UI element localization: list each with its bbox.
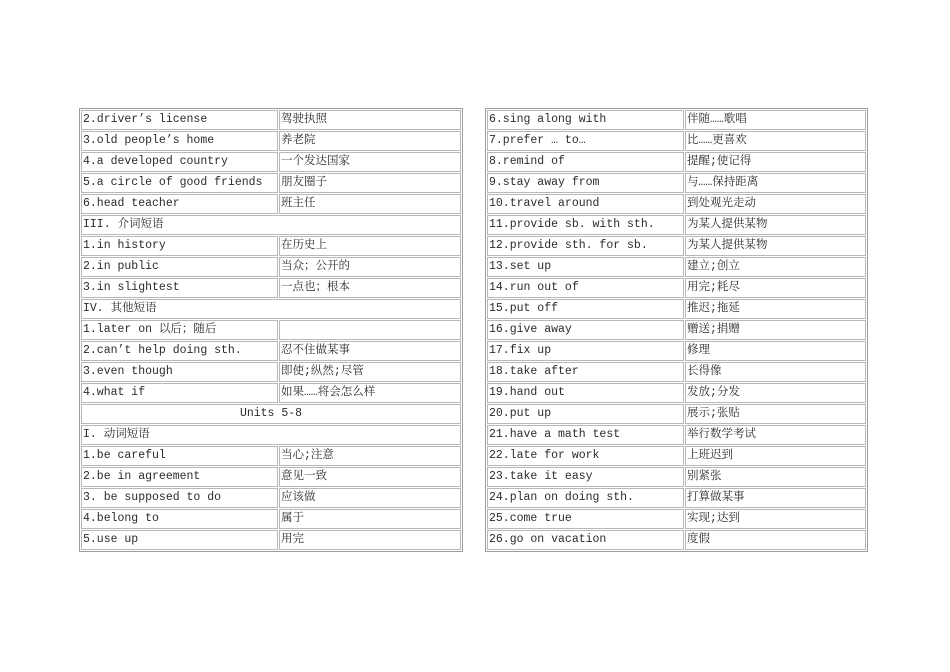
phrase-en-cell: 9.stay away from: [487, 173, 684, 193]
phrase-en-cell: 3.in slightest: [81, 278, 278, 298]
table-row: [487, 194, 866, 214]
table-row: [487, 467, 866, 487]
phrase-en-cell: 15.put off: [487, 299, 684, 319]
phrase-zh-cell: 朋友圈子: [279, 173, 461, 193]
phrase-en-cell: 11.provide sb. with sth.: [487, 215, 684, 235]
table-row: [81, 215, 461, 235]
table-row: [487, 320, 866, 340]
phrase-table-left-body: [81, 110, 461, 550]
phrase-zh-cell: 忍不住做某事: [279, 341, 461, 361]
table-row: [81, 530, 461, 550]
phrase-zh-cell: 到处观光走动: [685, 194, 866, 214]
phrase-en-cell: 10.travel around: [487, 194, 684, 214]
phrase-zh-cell: 为某人提供某物: [685, 215, 866, 235]
phrase-zh-cell: 建立;创立: [685, 257, 866, 277]
phrase-table-right: [485, 108, 868, 552]
phrase-en-cell: 5.a circle of good friends: [81, 173, 278, 193]
phrase-en-cell: 17.fix up: [487, 341, 684, 361]
table-row: [81, 257, 461, 277]
table-row: [487, 446, 866, 466]
phrase-en-cell: 4.what if: [81, 383, 278, 403]
phrase-en-cell: 4.belong to: [81, 509, 278, 529]
phrase-en-cell: 16.give away: [487, 320, 684, 340]
phrase-zh-cell: 别紧张: [685, 467, 866, 487]
phrase-zh-cell: 长得像: [685, 362, 866, 382]
table-row: [487, 236, 866, 256]
phrase-zh-cell: 提醒;使记得: [685, 152, 866, 172]
phrase-zh-cell: 用完;耗尽: [685, 278, 866, 298]
phrase-en-cell: 8.remind of: [487, 152, 684, 172]
phrase-zh-cell: 当心;注意: [279, 446, 461, 466]
phrase-en-cell: 20.put up: [487, 404, 684, 424]
phrase-zh-cell: 推迟;拖延: [685, 299, 866, 319]
table-row: [487, 152, 866, 172]
phrase-en-cell: 3. be supposed to do: [81, 488, 278, 508]
phrase-en-cell: 26.go on vacation: [487, 530, 684, 550]
phrase-zh-cell: 上班迟到: [685, 446, 866, 466]
phrase-zh-cell: 当众；公开的: [279, 257, 461, 277]
phrase-zh-cell: 举行数学考试: [685, 425, 866, 445]
phrase-en-cell: 24.plan on doing sth.: [487, 488, 684, 508]
phrase-en-cell: 1.later on 以后；随后: [81, 320, 278, 340]
table-row: [81, 278, 461, 298]
phrase-en-cell: 2.driver’s license: [81, 110, 278, 130]
table-row: [487, 131, 866, 151]
phrase-en-cell: 2.be in agreement: [81, 467, 278, 487]
phrase-en-cell: 5.use up: [81, 530, 278, 550]
table-row: [81, 362, 461, 382]
table-row: [81, 194, 461, 214]
section-heading: III. 介词短语: [81, 215, 461, 235]
table-row: [487, 341, 866, 361]
phrase-zh-cell: 一点也；根本: [279, 278, 461, 298]
phrase-en-cell: 12.provide sth. for sb.: [487, 236, 684, 256]
table-row: [81, 110, 461, 130]
phrase-en-cell: 18.take after: [487, 362, 684, 382]
table-row: [81, 131, 461, 151]
table-row: [81, 488, 461, 508]
table-row: [81, 446, 461, 466]
table-row: [487, 362, 866, 382]
phrase-en-cell: 1.be careful: [81, 446, 278, 466]
phrase-en-cell: 3.old people’s home: [81, 131, 278, 151]
phrase-zh-cell: [279, 320, 461, 340]
phrase-table-left: [79, 108, 463, 552]
table-row: [81, 341, 461, 361]
phrase-en-cell: 6.sing along with: [487, 110, 684, 130]
phrase-en-cell: 2.in public: [81, 257, 278, 277]
phrase-zh-cell: 度假: [685, 530, 866, 550]
table-row: [487, 257, 866, 277]
section-heading: IV. 其他短语: [81, 299, 461, 319]
table-row: [81, 425, 461, 445]
table-row: [81, 509, 461, 529]
phrase-en-cell: 22.late for work: [487, 446, 684, 466]
table-row: [487, 488, 866, 508]
table-row: [81, 467, 461, 487]
table-row: [81, 152, 461, 172]
table-row: [81, 320, 461, 340]
phrase-zh-cell: 伴随……歌唱: [685, 110, 866, 130]
table-row: [487, 425, 866, 445]
table-row: [487, 110, 866, 130]
phrase-zh-cell: 应该做: [279, 488, 461, 508]
phrase-en-cell: 3.even though: [81, 362, 278, 382]
phrase-zh-cell: 一个发达国家: [279, 152, 461, 172]
phrase-zh-cell: 班主任: [279, 194, 461, 214]
table-row: [487, 509, 866, 529]
phrase-en-cell: 21.have a math test: [487, 425, 684, 445]
table-row: [81, 383, 461, 403]
table-row: [487, 215, 866, 235]
phrase-zh-cell: 养老院: [279, 131, 461, 151]
unit-title: Units 5-8: [81, 404, 461, 424]
phrase-zh-cell: 如果……将会怎么样: [279, 383, 461, 403]
phrase-zh-cell: 驾驶执照: [279, 110, 461, 130]
phrase-zh-cell: 属于: [279, 509, 461, 529]
table-row: [81, 173, 461, 193]
section-heading: I. 动词短语: [81, 425, 461, 445]
phrase-en-cell: 7.prefer … to…: [487, 131, 684, 151]
phrase-zh-cell: 发放;分发: [685, 383, 866, 403]
table-row: [487, 383, 866, 403]
phrase-zh-cell: 打算做某事: [685, 488, 866, 508]
table-row: [487, 173, 866, 193]
table-row: [81, 299, 461, 319]
phrase-en-cell: 19.hand out: [487, 383, 684, 403]
table-row: [81, 404, 461, 424]
table-row: [487, 530, 866, 550]
phrase-zh-cell: 与……保持距离: [685, 173, 866, 193]
phrase-zh-cell: 修理: [685, 341, 866, 361]
phrase-zh-cell: 比……更喜欢: [685, 131, 866, 151]
phrase-table-right-body: [487, 110, 866, 550]
phrase-en-cell: 1.in history: [81, 236, 278, 256]
table-row: [81, 236, 461, 256]
phrase-en-cell: 14.run out of: [487, 278, 684, 298]
phrase-zh-cell: 即使;纵然;尽管: [279, 362, 461, 382]
phrase-zh-cell: 用完: [279, 530, 461, 550]
phrase-en-cell: 23.take it easy: [487, 467, 684, 487]
phrase-en-cell: 4.a developed country: [81, 152, 278, 172]
phrase-zh-cell: 在历史上: [279, 236, 461, 256]
phrase-zh-cell: 展示;张贴: [685, 404, 866, 424]
table-row: [487, 404, 866, 424]
phrase-zh-cell: 实现;达到: [685, 509, 866, 529]
table-row: [487, 299, 866, 319]
table-row: [487, 278, 866, 298]
phrase-zh-cell: 意见一致: [279, 467, 461, 487]
phrase-en-cell: 6.head teacher: [81, 194, 278, 214]
phrase-en-cell: 13.set up: [487, 257, 684, 277]
phrase-zh-cell: 为某人提供某物: [685, 236, 866, 256]
phrase-en-cell: 2.can’t help doing sth.: [81, 341, 278, 361]
phrase-zh-cell: 赠送;捐赠: [685, 320, 866, 340]
phrase-en-cell: 25.come true: [487, 509, 684, 529]
